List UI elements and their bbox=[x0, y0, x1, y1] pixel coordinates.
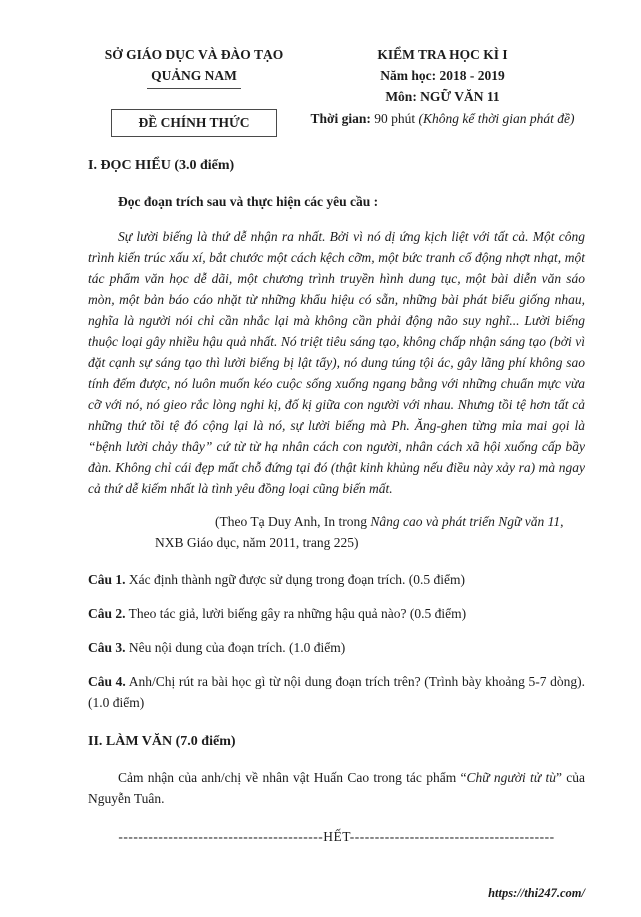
passage-citation bbox=[155, 511, 585, 553]
exam-title: KIỂM TRA HỌC KÌ I bbox=[377, 47, 508, 62]
writing-prompt-text: Cảm nhận của anh/chị về nhân vật Huấn Cao trong tác phẩm “ bbox=[118, 770, 467, 785]
province-name: QUẢNG NAM bbox=[147, 65, 241, 89]
end-of-exam-marker: -----------------------------------------HẾT----------------------------------------- bbox=[118, 829, 555, 844]
citation-line1 bbox=[155, 511, 585, 532]
question-3-text: Nêu nội dung của đoạn trích. (1.0 điểm) bbox=[125, 640, 346, 655]
question-2-text: Theo tác giả, lười biếng gây ra những hậu quả nào? (0.5 điểm) bbox=[125, 606, 467, 621]
citation-book-title: Nâng cao và phát triển Ngữ văn 11 bbox=[370, 514, 561, 529]
school-year: Năm học: 2018 - 2019 bbox=[380, 68, 505, 83]
reading-section-heading: I. ĐỌC HIỂU (3.0 điểm) bbox=[88, 158, 235, 173]
time-note: (Không kể thời gian phát đề) bbox=[418, 111, 575, 126]
citation-comma: , bbox=[560, 514, 564, 529]
writing-prompt-author: ” của Nguyễn Tuân. bbox=[88, 770, 585, 806]
department-name: SỞ GIÁO DỤC VÀ ĐÀO TẠO bbox=[104, 47, 284, 62]
source-url-link[interactable]: https://thi247.com/ bbox=[488, 886, 585, 900]
header-right-block bbox=[300, 44, 585, 129]
writing-prompt bbox=[88, 767, 585, 809]
time-label: Thời gian: bbox=[310, 111, 371, 126]
citation-prefix: (Theo Tạ Duy Anh, In trong bbox=[215, 514, 371, 529]
time-line bbox=[300, 108, 585, 129]
question-2-label: Câu 2. bbox=[88, 606, 126, 621]
question-3 bbox=[88, 637, 585, 658]
citation-line2: NXB Giáo dục, năm 2011, trang 225) bbox=[155, 535, 359, 550]
exam-header bbox=[88, 44, 585, 137]
question-1-label: Câu 1. bbox=[88, 572, 126, 587]
reading-passage: Sự lười biếng là thứ dễ nhận ra nhất. Bởi vì nó dị ứng kịch liệt với tất cả. Một công trình kiến trúc xấu xí, bắt chước một cách kệch cỡm, một bức tranh cổ động nhợt nhạt, một tác phẩm văn học dễ dãi, một chương trình truyền hình dung tục, một bài diễn văn sáo mòn, một bản báo cáo nhặt từ những khẩu hiệu có sẵn, những bài phát biểu giống nhau, nghĩa là người nói chỉ cần nhắc lại mà không cần phải động não suy nghĩ... Lười biếng thuộc loại gây nhiều hậu quả nhất. Nó triệt tiêu sáng tạo, không chấp nhận sáng tạo (bởi vì đặt cạnh sự sáng tạo thì lười biếng bị lật tẩy), nó dung túng tội ác, gây lãng phí không sao tính đếm được, nó luôn muốn kéo cuộc sống xuống ngang bằng với những chuẩn mực vừa cỡ với nó, nó gieo rắc lòng nghi kị, đố kị giữa con người với nhau. Nhưng tồi tệ hơn tất cả những thứ tồi tệ đó cộng lại là nó, sự lười biếng mà Ph. Ăng-ghen từng mỉa mai gọi là “bệnh lười chảy thây” cứ từ từ hạ nhân cách con người, nhân cách xã hội xuống cấp bầy đàn. Không chỉ cái đẹp mất chỗ đứng tại đó (thật kinh khủng nếu điều này xảy ra) mà ngay cả thứ dễ kiếm nhất là tình yêu đồng loại cũng biến mất. bbox=[88, 229, 585, 496]
question-4 bbox=[88, 671, 585, 713]
question-3-label: Câu 3. bbox=[88, 640, 126, 655]
question-4-text: Anh/Chị rút ra bài học gì từ nội dung đoạn trích trên? (Trình bày khoảng 5-7 dòng). (1.0 điểm) bbox=[88, 674, 586, 710]
question-1 bbox=[88, 569, 585, 590]
writing-prompt-work-title: Chữ người tử tù bbox=[466, 770, 556, 785]
reading-instruction: Đọc đoạn trích sau và thực hiện các yêu cầu : bbox=[118, 194, 379, 209]
question-1-text: Xác định thành ngữ được sử dụng trong đoạn trích. (0.5 điểm) bbox=[125, 572, 466, 587]
writing-section-heading: II. LÀM VĂN (7.0 điểm) bbox=[88, 734, 236, 749]
question-2 bbox=[88, 603, 585, 624]
question-4-label: Câu 4. bbox=[88, 674, 126, 689]
official-exam-stamp: ĐỀ CHÍNH THỨC bbox=[111, 109, 276, 137]
header-left-block bbox=[88, 44, 300, 137]
subject-line: Môn: NGỮ VĂN 11 bbox=[385, 89, 500, 104]
time-value: 90 phút bbox=[370, 111, 419, 126]
